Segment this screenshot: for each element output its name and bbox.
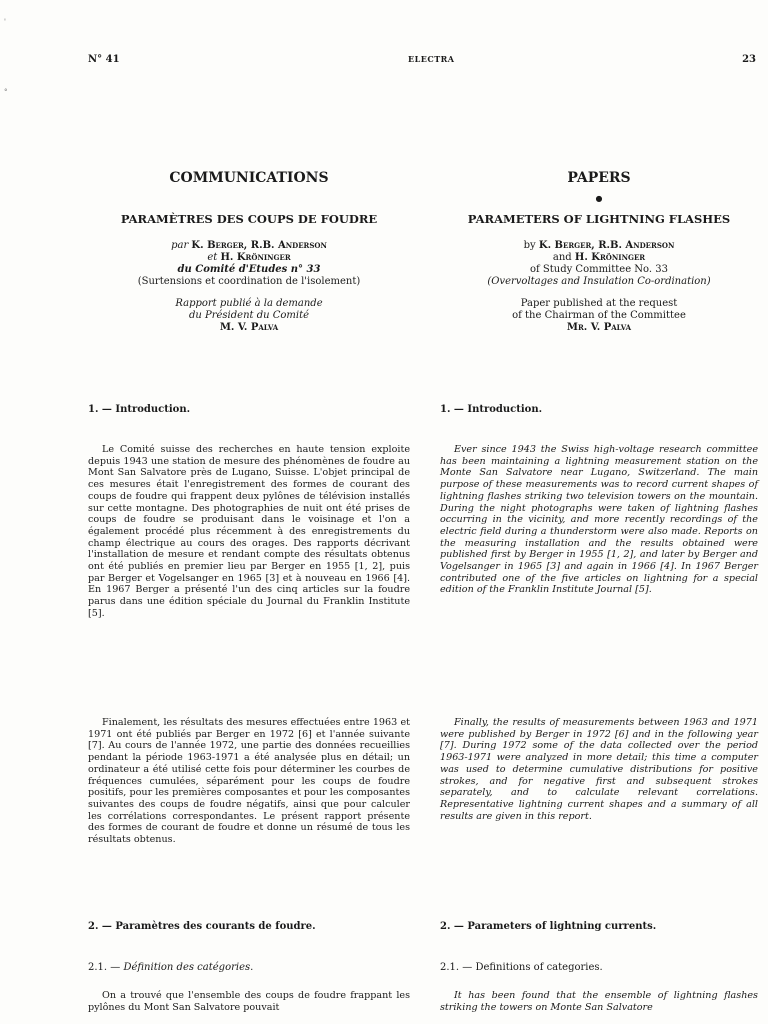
- section-heading: 2. — Paramètres des courants de foudre.: [88, 921, 316, 932]
- committee-subtitle: (Surtensions et coordination de l'isolement): [137, 276, 361, 287]
- authors-line: H. Kröninger: [220, 252, 291, 263]
- intro-heading: 1. — Introduction.: [440, 404, 543, 415]
- section-title: PAPERS: [567, 170, 631, 186]
- english-column: [440, 170, 758, 334]
- authors-line: H. Kröninger: [574, 252, 646, 263]
- authors-and: et: [207, 252, 218, 263]
- intro-heading: 1. — Introduction.: [88, 404, 191, 415]
- issue-number: N° 41: [88, 54, 120, 65]
- intro-paragraph: Ever since 1943 the Swiss high-voltage research committee has been maintaining a lightning measurement station on the Monte San Salvatore near Lugano, Switzerland. The main purpose of these measurements was to record current shapes of lightning flashes striking two television towers on the mountain. During the night photographs were taken of lightning flashes occurring in the vicinity, and more recently recordings of the electric field during a thunderstorm were also made. Reports on the measuring installation and the results obtained were published first by Berger in 1955 [1, 2], and later by Berger and Vogelsanger in 1965 [3] and again in 1966 [4]. In 1967 Berger contributed one of the five articles on lightning for a special edition of the Franklin Institute Journal [5].: [440, 444, 758, 596]
- authors-and: and: [552, 252, 572, 263]
- paper-title: PARAMÈTRES DES COUPS DE FOUDRE: [120, 212, 378, 226]
- report-note: Rapport publié à la demande: [175, 298, 323, 309]
- authors-line: K. Berger, R.B. Anderson: [538, 240, 675, 251]
- chairman: Mr. V. Palva: [566, 322, 632, 333]
- body-paragraph: On a trouvé que l'ensemble des coups de foudre frappant les pylônes du Mont San Salvatore pouvait: [88, 990, 410, 1013]
- margin-mark: ': [4, 18, 6, 26]
- journal-name: ELECTRA: [408, 54, 455, 64]
- french-column: [88, 170, 410, 334]
- report-note: of the Chairman of the Committee: [512, 310, 686, 321]
- intro-paragraph: Finalement, les résultats des mesures effectuées entre 1963 et 1971 ont été publiés par Berger en 1972 [6] et l'année suivante [7]. Au cours de l'année 1972, une partie des données recueillies pendant la période 1963-1971 a été analysée plus en détail; un ordinateur a été utilisé cette fois pour déterminer les courbes de fréquences cumulées, séparément pour les coups de foudre positifs, pour les premières composantes et pour les composantes suivantes des coups de foudre négatifs, ainsi que pour calculer les corrélations correspondantes. Le présent rapport présente des formes de courant de foudre et donne un résumé de tous les résultats obtenus.: [88, 717, 410, 846]
- page-header: [88, 54, 756, 70]
- authors-block: [440, 240, 758, 334]
- page-number: 23: [742, 54, 756, 65]
- section-title: COMMUNICATIONS: [169, 170, 329, 186]
- bullet-dot: ●: [595, 194, 603, 203]
- section-heading: 2. — Parameters of lightning currents.: [440, 921, 657, 932]
- chairman: M. V. Palva: [219, 322, 279, 333]
- report-note: Paper published at the request: [520, 298, 678, 309]
- committee: of Study Committee No. 33: [529, 264, 668, 275]
- intro-paragraph: Finally, the results of measurements between 1963 and 1971 were published by Berger in 1972 [6] and in the following year [7]. During 1972 some of the data collected over the period 1963-1971 were analyzed in more detail; this time a computer was used to determine cumulative distributions for positive strokes, and for negative first and subsequent strokes separately, and to calculate relevant correlations. Representative lightning current shapes and a summary of all results are given in this report.: [440, 717, 758, 822]
- authors-by: by: [523, 240, 536, 251]
- subsection-heading: 2.1. — Definitions of categories.: [440, 962, 603, 973]
- committee-subtitle: (Overvoltages and Insulation Co-ordination): [487, 276, 711, 287]
- paper-title: PARAMETERS OF LIGHTNING FLASHES: [467, 212, 731, 226]
- committee: du Comité d'Etudes n° 33: [177, 264, 321, 275]
- margin-mark: °: [4, 88, 8, 96]
- intro-paragraph: Le Comité suisse des recherches en haute tension exploite depuis 1943 une station de mesure des phénomènes de foudre au Mont San Salvatore près de Lugano, Suisse. L'objet principal de ces mesures était l'enregistrement des formes de courant des coups de foudre qui frappent deux pylônes de télévision installés sur cette montagne. Des photographies de nuit ont été prises de coups de foudre se produisant dans le voisinage et l'on a également procédé plus récemment à des enregistrements du champ électrique au cours des orages. Des rapports décrivant l'installation de mesure et rendant compte des résultats obtenus ont été publiés en premier lieu par Berger en 1955 [1, 2], puis par Berger et Vogelsanger en 1965 [3] et à nouveau en 1966 [4]. En 1967 Berger a présenté l'un des cinq articles sur la foudre parus dans une édition spéciale du Journal du Franklin Institute [5].: [88, 444, 410, 619]
- body-paragraph: It has been found that the ensemble of lightning flashes striking the towers on Monte San Salvatore: [440, 990, 758, 1013]
- authors-by: par: [171, 240, 189, 251]
- authors-line: K. Berger, R.B. Anderson: [191, 240, 327, 251]
- authors-block: [88, 240, 410, 334]
- subsection-heading: 2.1. — Définition des catégories.: [88, 962, 254, 973]
- report-note: du Président du Comité: [188, 310, 310, 321]
